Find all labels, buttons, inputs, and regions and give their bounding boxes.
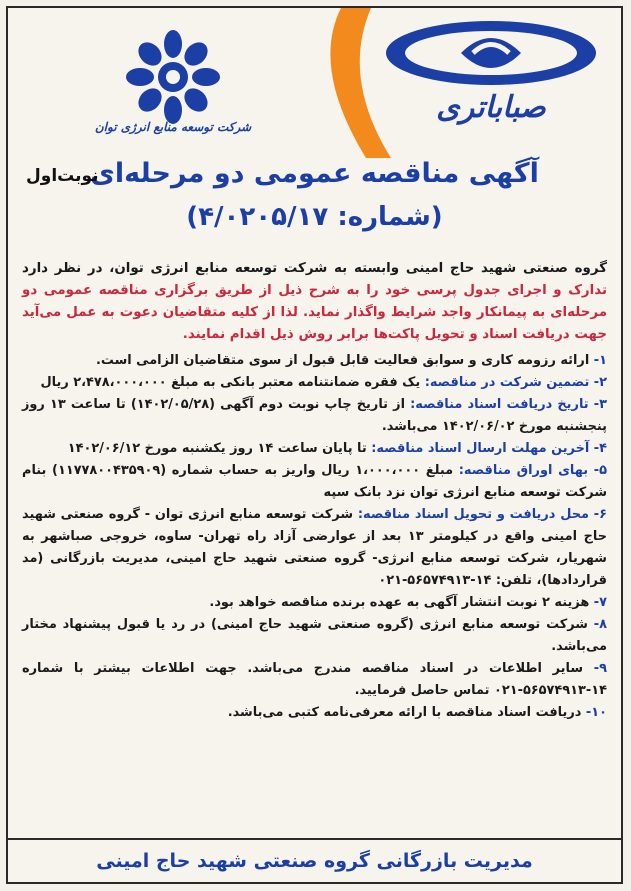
list-item	[22, 592, 607, 614]
org-emblem-icon	[118, 22, 228, 132]
notice-page	[6, 6, 623, 884]
brand-name: صباباتری	[436, 90, 546, 125]
list-item	[22, 372, 607, 394]
list-item	[22, 658, 607, 702]
round-label: نوبت‌اول	[26, 166, 99, 186]
item-text: سایر اطلاعات در اسناد مناقصه مندرج می‌باشد. جهت اطلاعات بیشتر با شماره ۱۴-۵۶۵۷۴۹۱۳-۰۲۱ تماس حاصل فرمایید.	[22, 661, 607, 698]
intro-paragraph	[8, 258, 621, 346]
items-list	[8, 346, 621, 724]
item-text: تا پایان ساعت ۱۴ روز یکشنبه مورخ ۱۴۰۲/۰۶/۱۲	[67, 441, 372, 456]
footer-signature: مدیریت بازرگانی گروه صنعتی شهید حاج امینی	[8, 838, 621, 882]
list-item	[22, 350, 607, 372]
list-item	[22, 438, 607, 460]
intro-line-1: گروه صنعتی شهید حاج امینی وابسته به شرکت توسعه منابع انرژی توان، در نظر دارد	[22, 261, 607, 276]
item-text: مبلغ ۱،۰۰۰،۰۰۰ ریال واریز به حساب شماره (۱۱۷۷۸۰۰۴۳۵۹۰۹) بنام شرکت توسعه منابع انرژی توان نزد بانک سپه	[22, 463, 607, 500]
brand-logo-icon	[381, 18, 601, 88]
item-label: ۶- محل دریافت و تحویل اسناد مناقصه:	[357, 507, 607, 522]
item-text: شرکت توسعه منابع انرژی توان - گروه صنعتی شهید حاج امینی واقع در کیلومتر ۱۳ بعد از عوارضی آزاد راه تهران- ساوه، خروجی صباشهر به شهریار، شرکت توسعه منابع انرژی- گروه صنعتی شهید حاج امینی، مدیریت بازرگانی (مد قراردادها)، تلفن: ۱۴-۵۶۵۷۴۹۱۳-۰۲۱	[22, 507, 607, 588]
item-label: ۴- آخرین مهلت ارسال اسناد مناقصه:	[371, 441, 607, 456]
item-text: شرکت توسعه منابع انرژی (گروه صنعتی شهید حاج امینی) در رد یا قبول پیشنهاد مختار می‌باشد.	[22, 617, 607, 654]
item-text: یک فقره ضمانتنامه معتبر بانکی به مبلغ ۲،۴۷۸،۰۰۰،۰۰۰ ریال	[40, 375, 425, 390]
item-label: ۵- بهای اوراق مناقصه:	[458, 463, 607, 478]
item-label: ۳- تاریخ دریافت اسناد مناقصه:	[410, 397, 607, 412]
notice-title: آگهی مناقصه عمومی دو مرحله‌ای	[90, 158, 539, 189]
item-label: ۷-	[593, 595, 607, 610]
list-item	[22, 614, 607, 658]
item-text: از تاریخ چاپ نوبت دوم آگهی (۱۴۰۲/۰۵/۲۸) تا ساعت ۱۳ روز پنجشنبه مورخ ۱۴۰۲/۰۶/۰۲ می‌باشد.	[22, 397, 607, 434]
item-text: هزینه ۲ نوبت انتشار آگهی به عهده برنده مناقصه خواهد بود.	[209, 595, 594, 610]
header	[8, 8, 621, 158]
item-label: ۹-	[593, 661, 607, 676]
org-name: شرکت توسعه منابع انرژی توان	[94, 120, 252, 134]
list-item	[22, 460, 607, 504]
item-text: دریافت اسناد مناقصه با ارائه معرفی‌نامه کتبی می‌باشد.	[227, 705, 586, 720]
item-label: ۸-	[593, 617, 607, 632]
list-item	[22, 702, 607, 724]
list-item	[22, 394, 607, 438]
item-text: ارائه رزومه کاری و سوابق فعالیت قابل قبول از سوی متقاضیان الزامی است.	[96, 353, 594, 368]
item-label: ۱۰-	[585, 705, 607, 720]
orange-swoosh	[271, 8, 391, 158]
list-item	[22, 504, 607, 592]
item-label: ۱-	[593, 353, 607, 368]
notice-number: (شماره: ۴/۰۲۰۵/۱۷)	[186, 202, 443, 232]
intro-line-2: تدارک و اجرای جدول پرسی خود را به شرح ذیل از طریق برگزاری مناقصه عمومی دو مرحله‌ای به پیمانکار واجد شرایط واگذار نماید. لذا از کلیه متقاضیان دعوت به عمل می‌آید جهت دریافت اسناد و تحویل پاکت‌ها برابر روش ذیل اقدام نمایند.	[22, 283, 607, 342]
title-area	[8, 158, 621, 258]
item-label: ۲- تضمین شرکت در مناقصه:	[424, 375, 607, 390]
